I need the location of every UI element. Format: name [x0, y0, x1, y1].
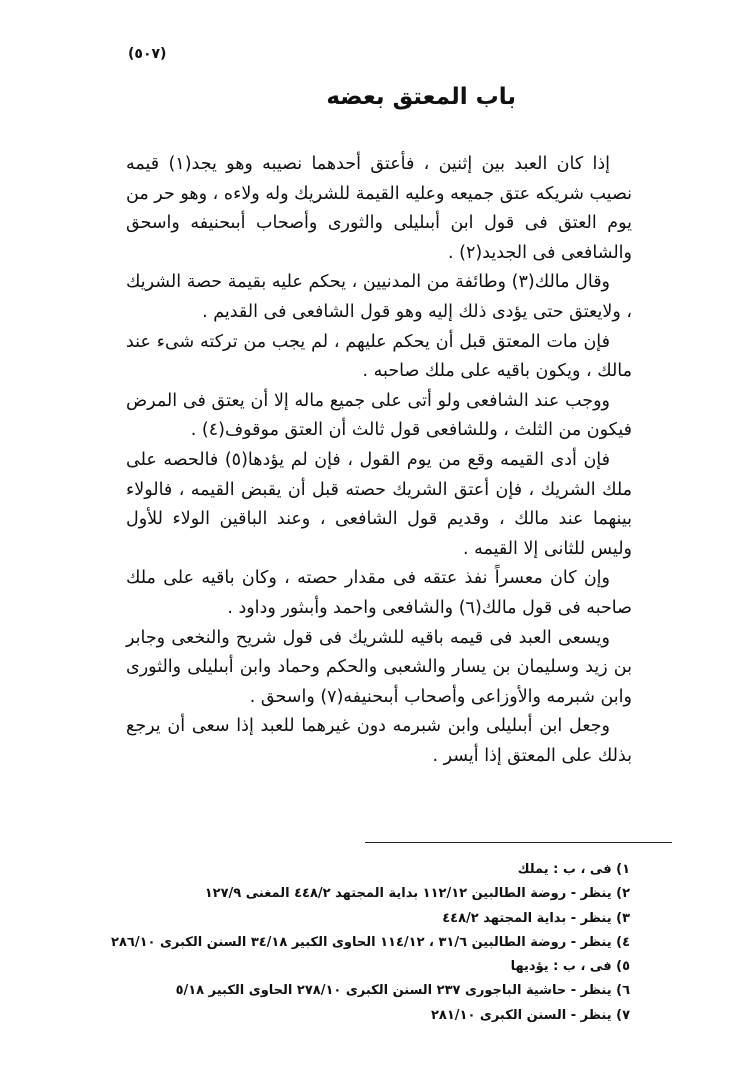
footnote-1: ١) فى ، ب : يملك	[517, 862, 630, 877]
page-number: (٥٠٧)	[128, 46, 167, 62]
paragraph-8: وجعل ابن أبىليلى وابن شبرمه دون غيرهما للعبد إذا سعى أن يرجع بذلك على المعتق إذا أيسر .	[126, 716, 632, 766]
body-text	[126, 150, 632, 771]
footnote-3: ٣) ينظر - بداية المجتهد ٤٤٨/٢	[442, 910, 630, 926]
paragraph-4: ووجب عند الشافعى ولو أتى على جميع ماله إلا أن يعتق فى المرض فيكون من الثلث ، وللشافعى قول ثالث أن العتق موقوف(٤) .	[126, 390, 632, 441]
paragraph-1: إذا كان العبد بين إثنين ، فأعتق أحدهما نصيبه وهو يجد(١) قيمه نصيب شريكه عتق جميعه وعليه القيمة للشريك وله ولاءه ، وهو حر من يوم العتق فى قول ابن أبىليلى والثورى وأصحاب أبىحنيفه واسحق والشافعى فى الجديد(٢) .	[126, 154, 632, 263]
footnote-2: ٢) ينظر - روضة الطالبين ١١٢/١٢ بداية المجتهد ٤٤٨/٢ المغنى ١٢٧/٩	[204, 886, 630, 902]
footnote-5: ٥) فى ، ب : يؤديها	[510, 959, 630, 975]
paragraph-7: ويسعى العبد فى قيمه باقيه للشريك فى قول شريح والنخعى وجابر بن زيد وسليمان بن يسار والشعبى والحكم وحماد وابن أبىليلى والثورى وابن شبرمه والأوزاعى وأصحاب أبىحنيفه(٧) واسحق .	[126, 627, 632, 707]
footnote-4: ٤) ينظر - روضة الطالبين ٣١/٦ ، ١١٤/١٢ الحاوى الكبير ٣٤/١٨ السنن الكبرى ٢٨٦/١٠	[111, 934, 630, 950]
footnote-6: ٦) ينظر - حاشية الباجورى ٢٣٧ السنن الكبرى ٢٧٨/١٠ الحاوى الكبير ٥/١٨	[175, 983, 630, 999]
chapter-title: باب المعتق بعضه	[326, 84, 516, 110]
paragraph-2: وقال مالك(٣) وطائفة من المدنيين ، يحكم عليه بقيمة حصة الشريك ، ولايعتق حتى يؤدى ذلك إليه وهو قول الشافعى فى القديم .	[126, 272, 632, 322]
paragraph-3: فإن مات المعتق قبل أن يحكم عليهم ، لم يجب من تركته شىء عند مالك ، ويكون باقيه على ملك صاحبه .	[126, 331, 632, 382]
footnote-7: ٧) ينظر - السنن الكبرى ٢٨١/١٠	[430, 1007, 630, 1023]
footnote-separator	[365, 842, 672, 843]
paragraph-6: وإن كان معسراً نفذ عتقه فى مقدار حصته ، وكان باقيه على ملك صاحبه فى قول مالك(٦) والشافعى واحمد وأبىثور وداود .	[126, 568, 632, 618]
footnotes-list	[110, 858, 630, 1028]
paragraph-5: فإن أدى القيمه وقع من يوم القول ، فإن لم يؤدها(٥) فالحصه على ملك الشريك ، فإن أعتق الشريك حصته قبل أن يقبض القيمه ، فالولاء بينهما عند مالك ، وقديم قول الشافعى ، وعند الباقين الولاء للأول وليس للثانى إلا القيمه .	[126, 449, 632, 559]
